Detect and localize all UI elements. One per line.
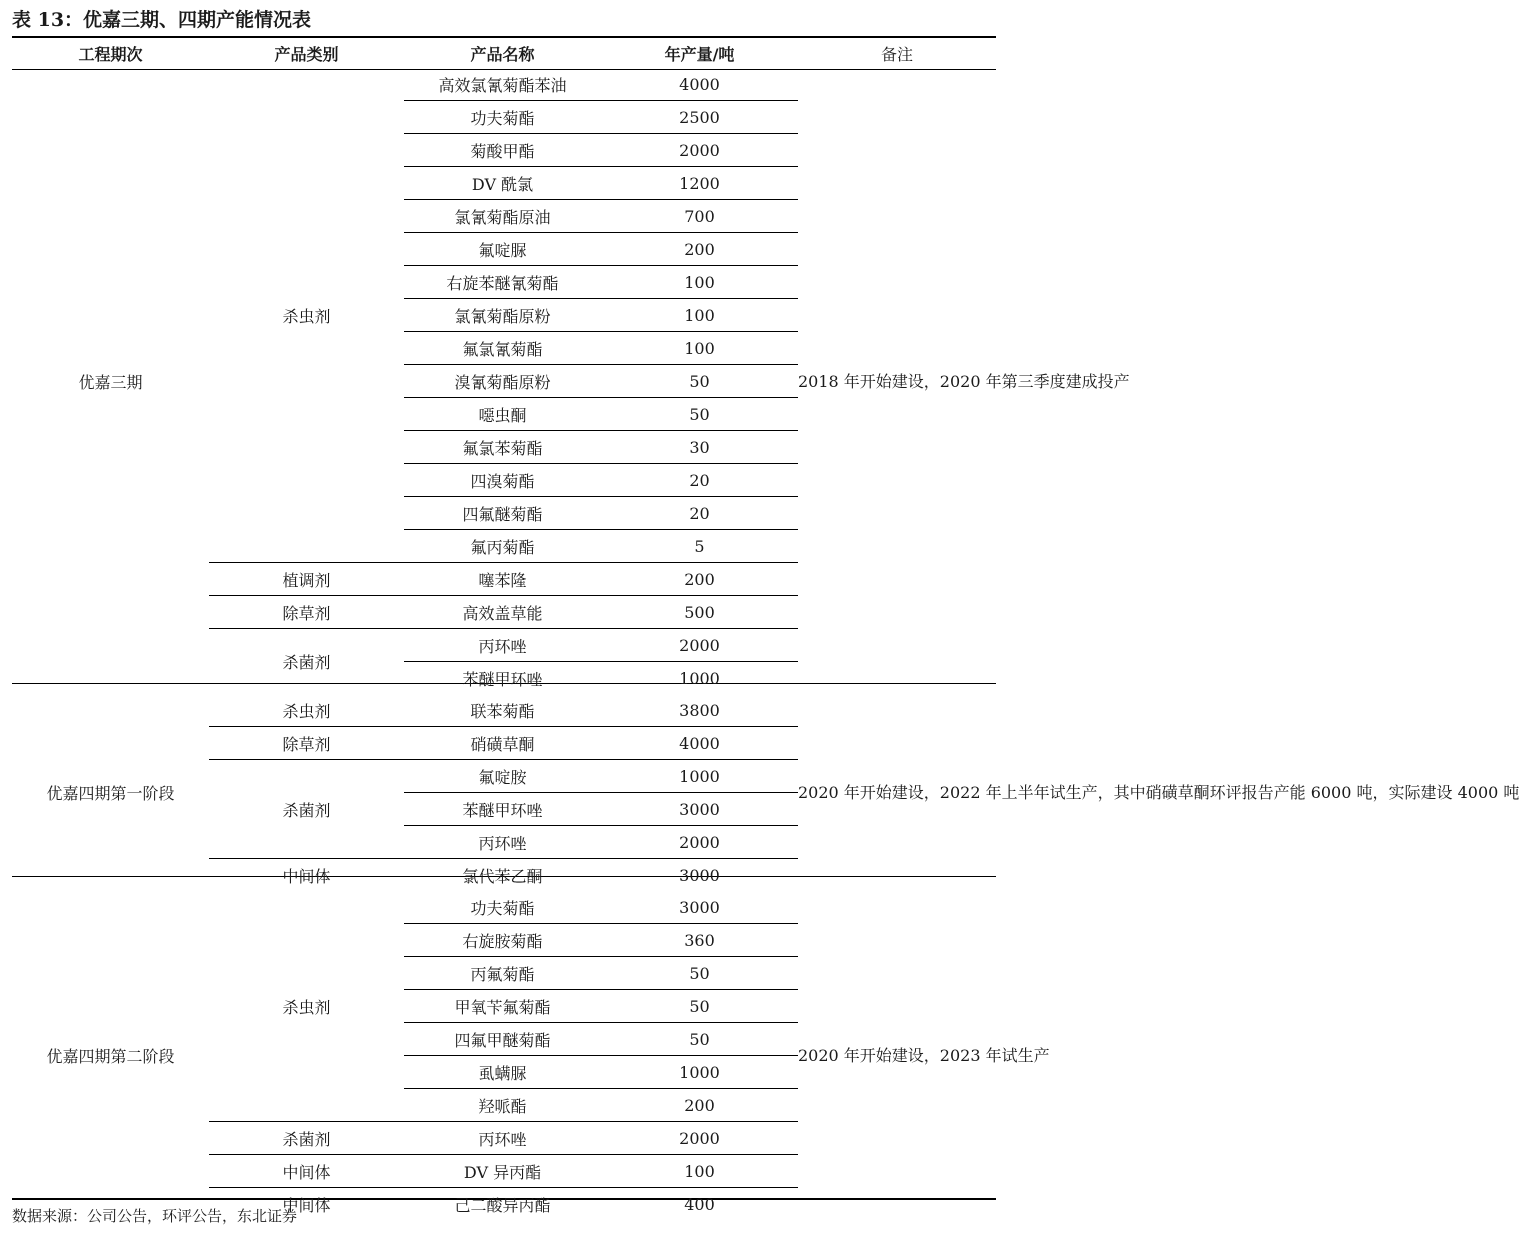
phase-note: 2020 年开始建设，2023 年试生产 [798, 1046, 1050, 1065]
product-name: 右旋苯醚氰菊酯 [404, 266, 601, 299]
phase-name: 优嘉三期 [78, 372, 143, 392]
annual-output: 50 [601, 990, 798, 1023]
phase-note: 2018 年开始建设，2020 年第三季度建成投产 [798, 371, 1130, 391]
annual-output: 100 [601, 1155, 798, 1188]
product-name: 氟氯氰菊酯 [404, 332, 601, 365]
annual-output: 2000 [601, 826, 798, 859]
annual-output: 2000 [601, 1122, 798, 1155]
annual-output: 200 [601, 1089, 798, 1122]
header-note: 备注 [880, 44, 913, 64]
product-category: 植调剂 [209, 563, 404, 596]
product-name: DV 异丙酯 [404, 1155, 601, 1188]
product-name: 高效盖草能 [404, 596, 601, 629]
header-category: 产品类别 [274, 44, 339, 64]
product-name: 苯醚甲环唑 [404, 793, 601, 826]
source-note: 数据来源：公司公告，环评公告，东北证券 [12, 1207, 298, 1225]
annual-output: 400 [601, 1188, 798, 1221]
annual-output: 700 [601, 200, 798, 233]
product-category: 杀虫剂 [282, 701, 331, 721]
annual-output: 20 [601, 464, 798, 497]
header-quantity: 年产量/吨 [664, 44, 735, 64]
product-name: 氟丙菊酯 [404, 530, 601, 563]
annual-output: 200 [601, 233, 798, 266]
product-category: 中间体 [209, 859, 404, 892]
product-name: 联苯菊酯 [470, 701, 535, 721]
product-category: 杀菌剂 [209, 760, 404, 859]
product-name: 氯氰菊酯原粉 [404, 299, 601, 332]
product-name: 菊酸甲酯 [404, 134, 601, 167]
annual-output: 100 [601, 332, 798, 365]
product-name: 四氟醚菊酯 [404, 497, 601, 530]
table-title: 表 13：优嘉三期、四期产能情况表 [12, 9, 312, 31]
header-product: 产品名称 [470, 44, 535, 64]
annual-output: 1200 [601, 167, 798, 200]
product-name: 己二酸异丙酯 [404, 1188, 601, 1221]
annual-output: 20 [601, 497, 798, 530]
table-row [12, 694, 996, 727]
product-name: 四溴菊酯 [404, 464, 601, 497]
annual-output: 50 [601, 365, 798, 398]
phase-note: 2020 年开始建设，2022 年上半年试生产，其中硝磺草酮环评报告产能 6000 吨，实际建设 4000 吨 [798, 783, 1519, 802]
product-category: 杀虫剂 [282, 997, 331, 1017]
product-name: 虱螨脲 [404, 1056, 601, 1089]
table-row [12, 891, 996, 924]
annual-output: 200 [601, 563, 798, 596]
header-row [12, 38, 996, 68]
product-category: 除草剂 [209, 727, 404, 760]
annual-output: 50 [601, 1023, 798, 1056]
product-name: 氟氯苯菊酯 [404, 431, 601, 464]
header-phase: 工程期次 [78, 44, 143, 64]
product-name: 噻苯隆 [404, 563, 601, 596]
product-name: 硝磺草酮 [404, 727, 601, 760]
product-name: 苯醚甲环唑 [404, 662, 601, 695]
annual-output: 3800 [679, 700, 720, 720]
product-name: 丙氟菊酯 [404, 957, 601, 990]
annual-output: 1000 [601, 662, 798, 695]
product-category: 中间体 [209, 1188, 404, 1221]
product-name: 丙环唑 [404, 1122, 601, 1155]
annual-output: 50 [601, 957, 798, 990]
product-name: DV 酰氯 [404, 167, 601, 200]
product-name: 羟哌酯 [404, 1089, 601, 1122]
product-name: 氟啶脲 [404, 233, 601, 266]
annual-output: 4000 [679, 74, 720, 94]
annual-output: 2500 [601, 101, 798, 134]
product-category: 除草剂 [209, 596, 404, 629]
product-category: 杀菌剂 [209, 1122, 404, 1155]
product-category: 杀菌剂 [209, 629, 404, 695]
annual-output: 3000 [679, 897, 720, 917]
product-name: 噁虫酮 [404, 398, 601, 431]
annual-output: 100 [601, 299, 798, 332]
annual-output: 1000 [601, 1056, 798, 1089]
phase-name: 优嘉四期第二阶段 [46, 1047, 175, 1066]
product-name: 四氟甲醚菊酯 [404, 1023, 601, 1056]
annual-output: 2000 [601, 629, 798, 662]
product-name: 高效氯氰菊酯苯油 [438, 75, 567, 95]
table-body [12, 68, 1519, 1220]
phase-name: 优嘉四期第一阶段 [46, 784, 175, 803]
product-category: 杀虫剂 [282, 306, 331, 326]
annual-output: 360 [601, 924, 798, 957]
product-name: 氯代苯乙酮 [404, 859, 601, 892]
product-name: 甲氧苄氟菊酯 [404, 990, 601, 1023]
product-name: 溴氰菊酯原粉 [404, 365, 601, 398]
product-name: 氟啶胺 [404, 760, 601, 793]
product-name: 右旋胺菊酯 [404, 924, 601, 957]
product-name: 丙环唑 [404, 826, 601, 859]
product-name: 丙环唑 [404, 629, 601, 662]
annual-output: 2000 [601, 134, 798, 167]
product-name: 功夫菊酯 [404, 101, 601, 134]
product-category: 中间体 [209, 1155, 404, 1188]
product-name: 氯氰菊酯原油 [404, 200, 601, 233]
annual-output: 50 [601, 398, 798, 431]
annual-output: 100 [601, 266, 798, 299]
annual-output: 30 [601, 431, 798, 464]
annual-output: 4000 [601, 727, 798, 760]
table-row [12, 68, 996, 101]
annual-output: 3000 [601, 793, 798, 826]
annual-output: 3000 [601, 859, 798, 892]
product-name: 功夫菊酯 [470, 898, 535, 918]
annual-output: 1000 [601, 760, 798, 793]
capacity-table [12, 38, 1519, 1220]
annual-output: 500 [601, 596, 798, 629]
annual-output: 5 [601, 530, 798, 563]
